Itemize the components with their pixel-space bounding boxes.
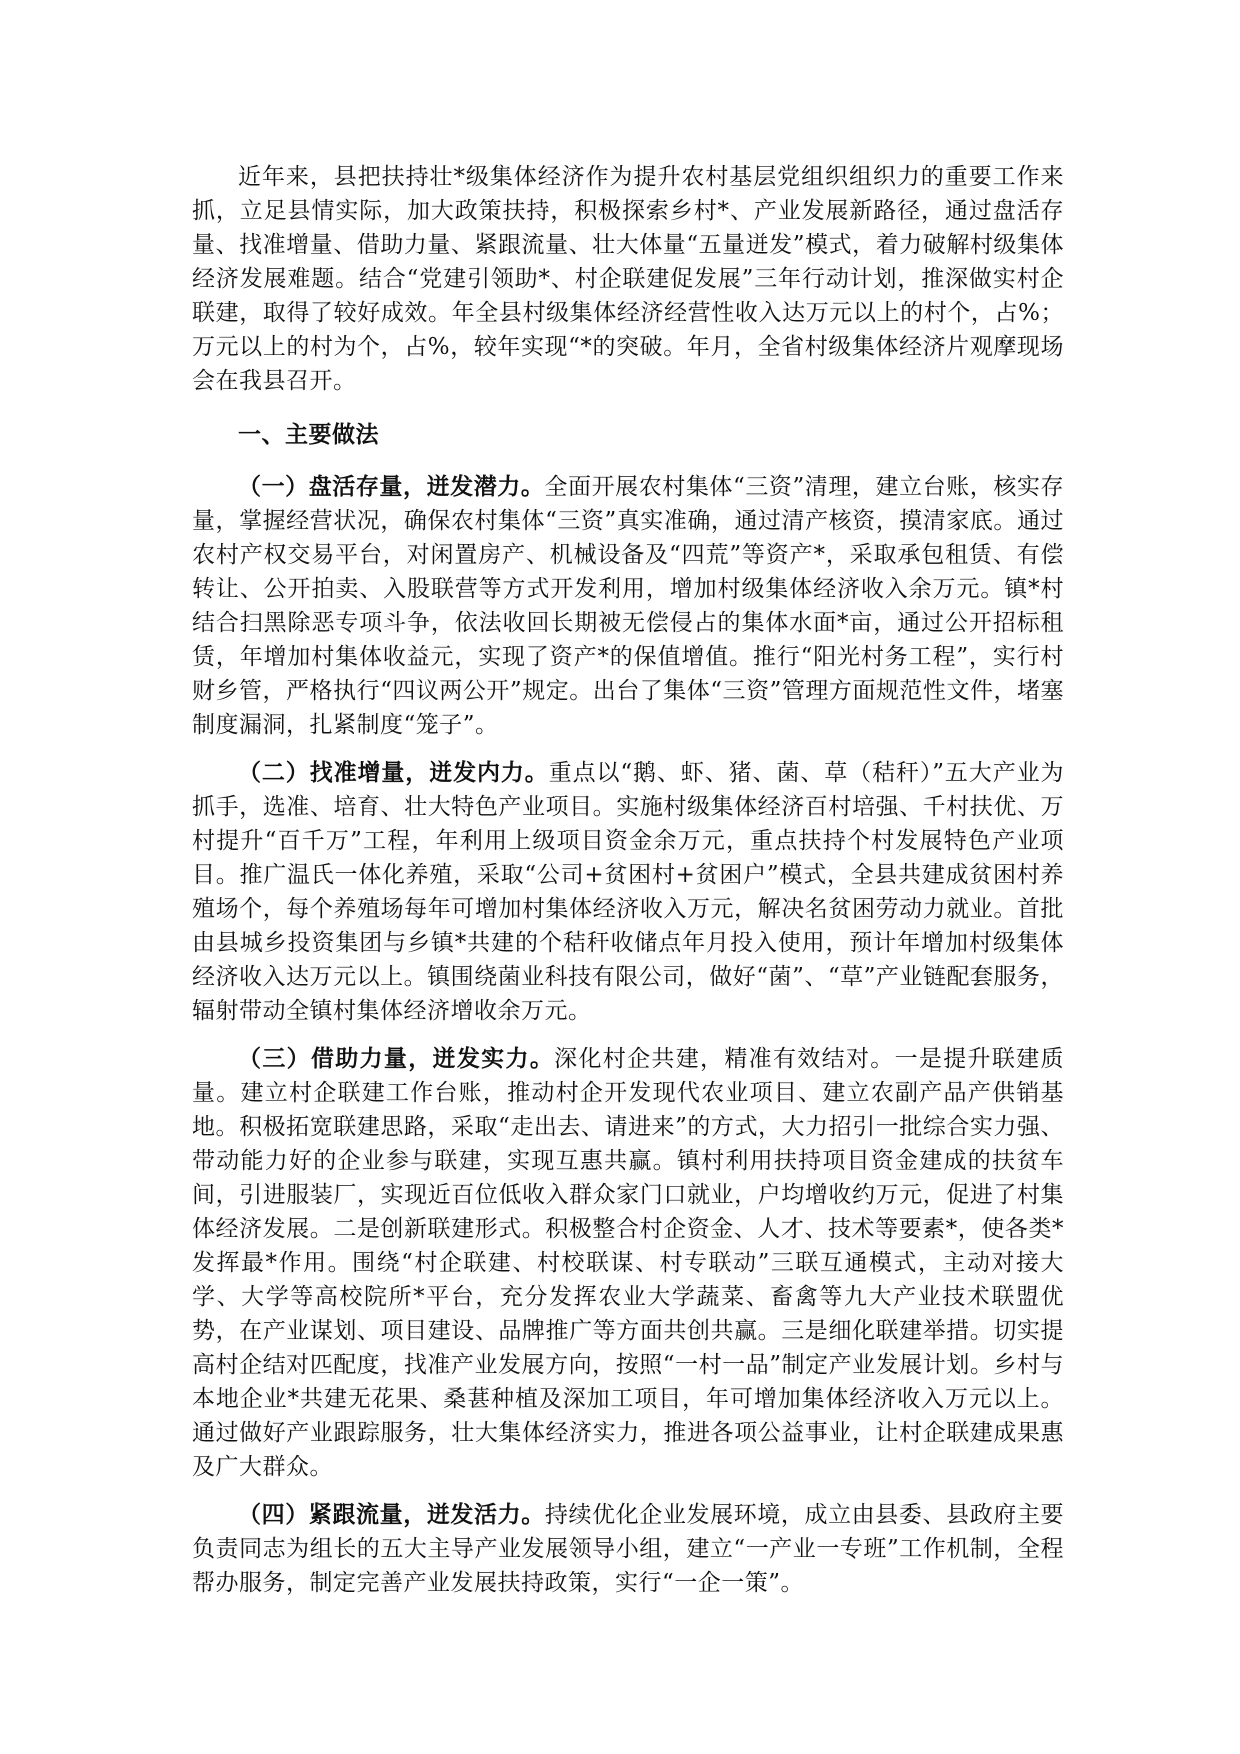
section-paragraph-3 xyxy=(192,1042,1064,1484)
section-text-1: 全面开展农村集体“三资”清理，建立台账，核实存量，掌握经营状况，确保农村集体“三资”真实准确，通过清产核资，摸清家底。通过农村产权交易平台，对闲置房产、机械设备及“四荒”等资产*，采取承包租赁、有偿转让、公开拍卖、入股联营等方式开发利用，增加村级集体经济收入余万元。镇*村结合扫黑除恶专项斗争，依法收回长期被无偿侵占的集体水面*亩，通过公开招标租赁，年增加村集体收益元，实现了资产*的保值增值。推行“阳光村务工程”，实行村财乡管，严格执行“四议两公开”规定。出台了集体“三资”管理方面规范性文件，堵塞制度漏洞，扎紧制度“笼子”。 xyxy=(192,474,1064,738)
intro-paragraph: 近年来，县把扶持壮*级集体经济作为提升农村基层党组织组织力的重要工作来抓，立足县情实际，加大政策扶持，积极探索乡村*、产业发展新路径，通过盘活存量、找准增量、借助力量、紧跟流量、壮大体量“五量迸发”模式，着力破解村级集体经济发展难题。结合“党建引领助*、村企联建促发展”三年行动计划，推深做实村企联建，取得了较好成效。年全县村级集体经济经营性收入达万元以上的村个，占%；万元以上的村为个，占%，较年实现“*的突破。年月，全省村级集体经济片观摩现场会在我县召开。 xyxy=(192,164,1064,394)
section-lead-2: （二）找准增量，迸发内力。 xyxy=(238,759,549,786)
document-body xyxy=(192,160,1064,1600)
section-heading: 一、主要做法 xyxy=(238,421,379,448)
section-text-3: 深化村企共建，精准有效结对。一是提升联建质量。建立村企联建工作台账，推动村企开发现代农业项目、建立农副产品产供销基地。积极拓宽联建思路，采取“走出去、请进来”的方式，大力招引一批综合实力强、带动能力好的企业参与联建，实现互惠共赢。镇村利用扶持项目资金建成的扶贫车间，引进服装厂，实现近百位低收入群众家门口就业，户均增收约万元，促进了村集体经济发展。二是创新联建形式。积极整合村企资金、人才、技术等要素*，使各类*发挥最*作用。围绕“村企联建、村校联谋、村专联动”三联互通模式，主动对接大学、大学等高校院所*平台，充分发挥农业大学蔬菜、畜禽等九大产业技术联盟优势，在产业谋划、项目建设、品牌推广等方面共创共赢。三是细化联建举措。切实提高村企结对匹配度，找准产业发展方向，按照“一村一品”制定产业发展计划。乡村与本地企业*共建无花果、桑葚种植及深加工项目，年可增加集体经济收入万元以上。通过做好产业跟踪服务，壮大集体经济实力，推进各项公益事业，让村企联建成果惠及广大群众。 xyxy=(192,1046,1065,1480)
section-paragraph-2 xyxy=(192,756,1064,1028)
section-text-4: 持续优化企业发展环境，成立由县委、县政府主要负责同志为组长的五大主导产业发展领导小组，建立“一产业一专班”工作机制，全程帮办服务，制定完善产业发展扶持政策，实行“一企一策”。 xyxy=(192,1502,1065,1596)
section-paragraph-1 xyxy=(192,470,1064,742)
section-lead-4: （四）紧跟流量，迸发活力。 xyxy=(238,1501,545,1528)
section-paragraph-4 xyxy=(192,1498,1064,1600)
section-lead-1: （一）盘活存量，迸发潜力。 xyxy=(238,473,545,500)
section-text-2: 重点以“鹅、虾、猪、菌、草（秸秆）”五大产业为抓手，选准、培育、壮大特色产业项目。实施村级集体经济百村培强、千村扶优、万村提升“百千万”工程，年利用上级项目资金余万元，重点扶持个村发展特色产业项目。推广温氏一体化养殖，采取“公司+贫困村+贫困户”模式，全县共建成贫困村养殖场个，每个养殖场每年可增加村集体经济收入万元，解决名贫困劳动力就业。首批由县城乡投资集团与乡镇*共建的个秸秆收储点年月投入使用，预计年增加村级集体经济收入达万元以上。镇围绕菌业科技有限公司，做好“菌”、“草”产业链配套服务，辐射带动全镇村集体经济增收余万元。 xyxy=(192,760,1065,1024)
section-lead-3: （三）借助力量，迸发实力。 xyxy=(238,1045,555,1072)
